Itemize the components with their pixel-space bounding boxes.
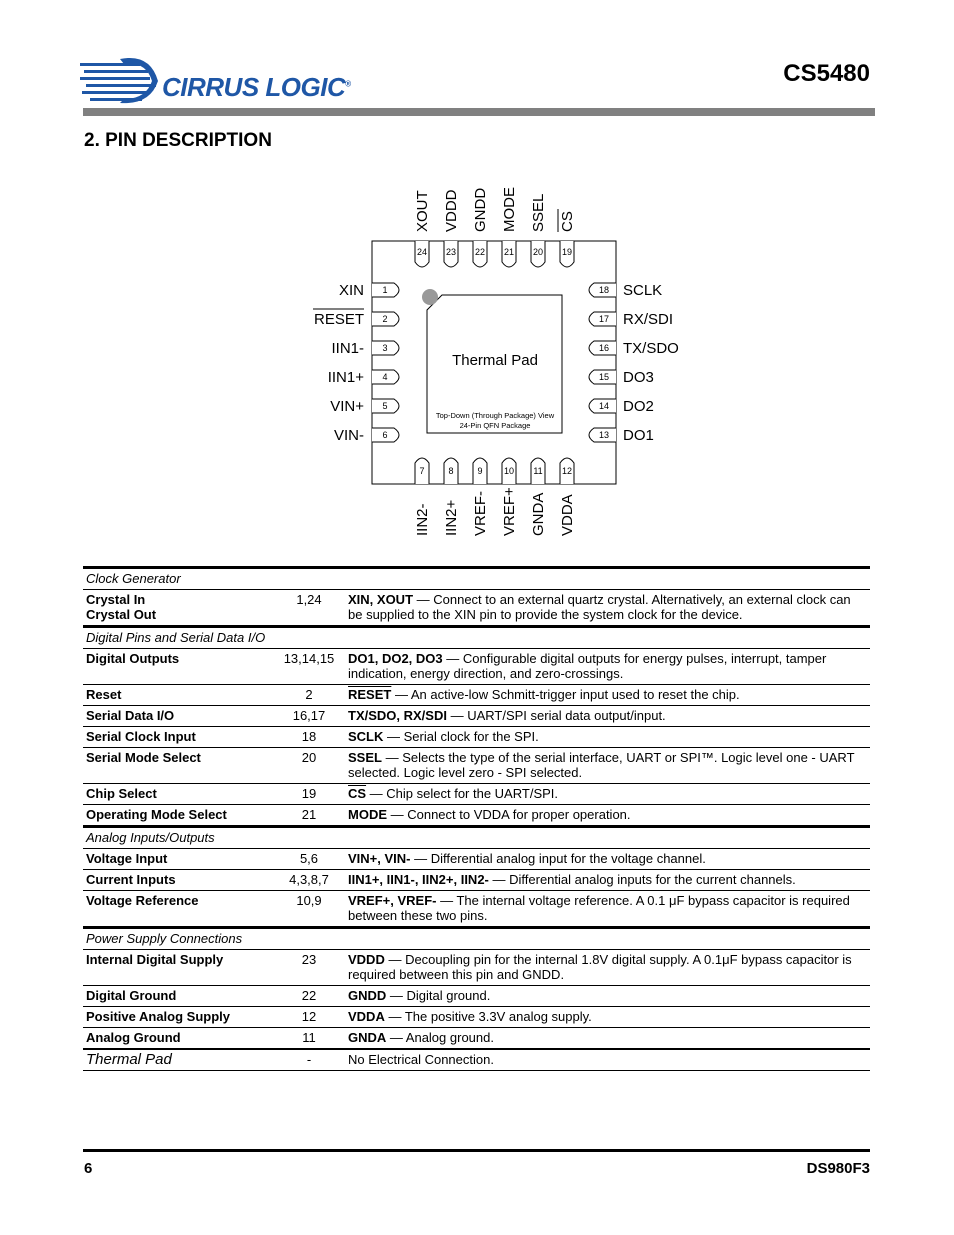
pin-label: DO1 (623, 427, 654, 444)
pin-label: IIN2- (414, 503, 431, 536)
table-row (83, 590, 870, 627)
pin-numbers: 18 (273, 727, 345, 748)
pin-description: IIN1+, IIN1-, IIN2+, IIN2- — Differential analog inputs for the current channels. (345, 870, 870, 891)
table-row (83, 891, 870, 928)
pin-description: SSEL — Selects the type of the serial interface, UART or SPI™. Logic level one - UART selected. Logic level zero - SPI selected. (345, 748, 870, 784)
pin-name: Current Inputs (83, 870, 273, 891)
pin-number: 3 (382, 343, 388, 353)
pin-label: XOUT (414, 190, 431, 232)
pin-numbers: 12 (273, 1007, 345, 1028)
part-number: CS5480 (783, 60, 870, 87)
pin-label: GNDA (530, 492, 547, 536)
table-row (83, 649, 870, 685)
table-group-header (83, 627, 870, 649)
pin-label: TX/SDO (623, 340, 679, 357)
pin-numbers: 23 (273, 950, 345, 986)
table-row (83, 784, 870, 805)
pin-name: Operating Mode Select (83, 805, 273, 827)
pin-number: 20 (532, 247, 544, 257)
page-number: 6 (84, 1160, 93, 1177)
pin-number: 9 (477, 466, 483, 476)
group-title: Power Supply Connections (83, 928, 870, 950)
pin1-indicator-dot (422, 289, 438, 305)
pin-description-table (83, 566, 870, 1071)
pin-label: IIN1+ (327, 369, 364, 386)
table-row (83, 849, 870, 870)
pin-number: 21 (503, 247, 515, 257)
pin-label: XIN (338, 282, 364, 299)
thermal-pad-label: Thermal Pad (452, 352, 538, 369)
pin-name: Voltage Input (83, 849, 273, 870)
table-row (83, 748, 870, 784)
table-row (83, 685, 870, 706)
pin-number: 6 (382, 430, 388, 440)
pin-label: VREF+ (501, 487, 518, 536)
pin-label: GNDD (472, 187, 489, 232)
pin-description: GNDD — Digital ground. (345, 986, 870, 1007)
pin-label: VDDA (559, 494, 576, 536)
pin-name: Serial Clock Input (83, 727, 273, 748)
pin-name: Serial Mode Select (83, 748, 273, 784)
document-code: DS980F3 (806, 1160, 870, 1177)
pin-number: 4 (382, 372, 388, 382)
pin-number: 16 (598, 343, 610, 353)
table-row (83, 1007, 870, 1028)
pin-label: VDDD (443, 189, 460, 232)
pin-description: VREF+, VREF- — The internal voltage reference. A 0.1 μF bypass capacitor is required between these two pins. (345, 891, 870, 928)
pin-numbers: 5,6 (273, 849, 345, 870)
pin-name: Internal Digital Supply (83, 950, 273, 986)
pin-number: 10 (503, 466, 515, 476)
pin-label: RX/SDI (623, 311, 674, 328)
pin-numbers: 11 (273, 1028, 345, 1050)
pin-description: VDDA — The positive 3.3V analog supply. (345, 1007, 870, 1028)
pin-numbers: 2 (273, 685, 345, 706)
group-title: Clock Generator (83, 568, 870, 590)
pin-description: $\overline{CS}$ — Chip select for the UART/SPI. (345, 784, 870, 805)
pin-description: No Electrical Connection. (345, 1049, 870, 1071)
pin-label: DO2 (623, 398, 654, 415)
pin-description: VIN+, VIN- — Differential analog input for the voltage channel. (345, 849, 870, 870)
table-group-header (83, 827, 870, 849)
pin-label: SCLK (623, 282, 663, 299)
pin-number: 18 (598, 285, 610, 295)
pin-description: RESET — An active-low Schmitt-trigger input used to reset the chip. (345, 685, 870, 706)
pin-label: IIN2+ (443, 499, 460, 536)
pin-number: 2 (382, 314, 388, 324)
pin-description: XIN, XOUT — Connect to an external quartz crystal. Alternatively, an external clock can be supplied to the XIN pin to provide the system clock for the device. (345, 590, 870, 627)
pin-numbers: - (273, 1049, 345, 1071)
pin-name: Reset (83, 685, 273, 706)
table-row (83, 706, 870, 727)
package-view-label: Top-Down (Through Package) View (435, 411, 555, 420)
pin-description: DO1, DO2, DO3 — Configurable digital outputs for energy pulses, interrupt, tamper indication, energy direction, and zero-crossings. (345, 649, 870, 685)
pin-label: MODE (501, 187, 518, 232)
table-row (83, 1028, 870, 1050)
pin-number: 24 (416, 247, 428, 257)
pin-label: SSEL (530, 193, 547, 232)
pin-name: Positive Analog Supply (83, 1007, 273, 1028)
pin-label: RESET (313, 311, 364, 328)
pin-numbers: 19 (273, 784, 345, 805)
pin-description: MODE — Connect to VDDA for proper operation. (345, 805, 870, 827)
pin-number: 7 (419, 466, 425, 476)
table-group-header (83, 568, 870, 590)
pin-description: VDDD — Decoupling pin for the internal 1.8V digital supply. A 0.1μF bypass capacitor is required between this pin and GNDD. (345, 950, 870, 986)
pin-name: Digital Ground (83, 986, 273, 1007)
footer-rule (83, 1149, 870, 1152)
pin-number: 11 (533, 466, 543, 476)
brand-logo-text: CIRRUS LOGIC® (162, 72, 351, 102)
table-row (83, 986, 870, 1007)
pin-numbers: 13,14,15 (273, 649, 345, 685)
pin-name: Crystal In Crystal Out (83, 590, 273, 627)
pin-description: TX/SDO, RX/SDI — UART/SPI serial data output/input. (345, 706, 870, 727)
pin-number: 12 (561, 466, 573, 476)
group-title: Digital Pins and Serial Data I/O (83, 627, 870, 649)
pin-label: VIN+ (330, 398, 364, 415)
pin-label: DO3 (623, 369, 654, 386)
pin-numbers: 21 (273, 805, 345, 827)
pin-number: 17 (598, 314, 610, 324)
pin-number: 23 (445, 247, 457, 257)
table-row (83, 727, 870, 748)
pin-name: Chip Select (83, 784, 273, 805)
group-title: Analog Inputs/Outputs (83, 827, 870, 849)
pin-name: Voltage Reference (83, 891, 273, 928)
pin-name: Thermal Pad (83, 1049, 273, 1071)
pin-number: 1 (382, 285, 388, 295)
table-group-header (83, 928, 870, 950)
pin-numbers: 16,17 (273, 706, 345, 727)
pin-number: 22 (474, 247, 486, 257)
pin-diagram (0, 0, 954, 560)
pin-label: VIN- (334, 427, 364, 444)
pin-number: 5 (382, 401, 388, 411)
pin-numbers: 20 (273, 748, 345, 784)
pin-numbers: 22 (273, 986, 345, 1007)
pin-number: 15 (598, 372, 610, 382)
table-row (83, 950, 870, 986)
table-row (83, 805, 870, 827)
pin-description: SCLK — Serial clock for the SPI. (345, 727, 870, 748)
pin-name: Serial Data I/O (83, 706, 273, 727)
pin-label: IIN1- (331, 340, 364, 357)
pin-numbers: 10,9 (273, 891, 345, 928)
pin-number: 14 (598, 401, 610, 411)
pin-label: CS (559, 211, 576, 232)
pin-number: 19 (561, 247, 573, 257)
section-title: 2. PIN DESCRIPTION (84, 130, 272, 151)
pin-label: VREF- (472, 491, 489, 536)
pin-number: 13 (598, 430, 610, 440)
pin-description: GNDA — Analog ground. (345, 1028, 870, 1050)
table-row-thermal-pad (83, 1049, 870, 1071)
table-row (83, 870, 870, 891)
package-type-label: 24-Pin QFN Package (459, 421, 531, 430)
pin-number: 8 (448, 466, 454, 476)
pin-name: Digital Outputs (83, 649, 273, 685)
pin-name: Analog Ground (83, 1028, 273, 1050)
pin-numbers: 1,24 (273, 590, 345, 627)
pin-numbers: 4,3,8,7 (273, 870, 345, 891)
